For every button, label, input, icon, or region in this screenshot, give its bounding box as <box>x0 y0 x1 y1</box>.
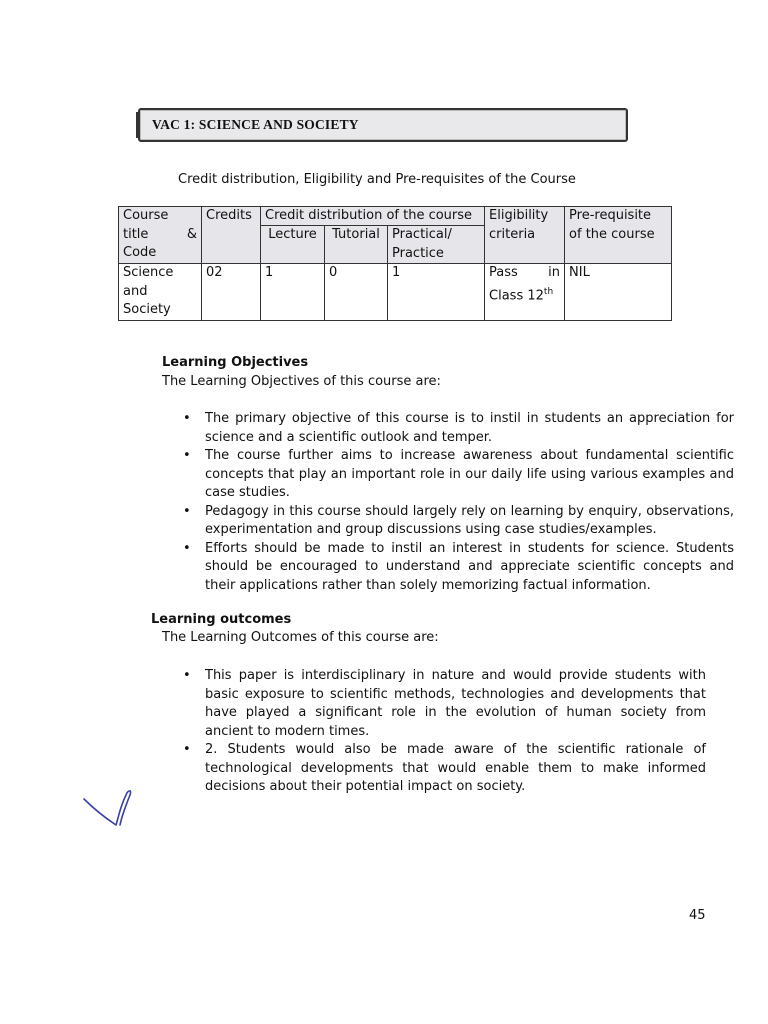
cell-prerequisite: NIL <box>565 264 672 321</box>
list-item: • Pedagogy in this course should largely rely on learning by enquiry, observations, experimentation and group discussions using case studies/examples. <box>183 503 734 537</box>
list-item: • 2. Students would also be made aware of the scientific rationale of technological developments that would enable them to make informed decisions about their potential impact on society. <box>183 742 706 794</box>
bullet-icon: • <box>183 448 191 463</box>
header-prerequisite <box>565 207 672 264</box>
cell-course-line2: and <box>123 283 148 299</box>
table-caption: Credit distribution, Eligibility and Pre-requisites of the Course <box>178 172 576 187</box>
credit-distribution-table <box>118 206 672 321</box>
cell-course-line3: Society <box>123 302 171 317</box>
cell-eligibility <box>485 264 565 321</box>
header-practical-line1: Practical/ <box>392 227 452 242</box>
header-lecture: Lecture <box>261 226 325 264</box>
header-eligibility <box>485 207 565 264</box>
page-number: 45 <box>689 908 706 923</box>
header-eligibility-line1: Eligibility <box>489 208 549 223</box>
outcomes-list <box>183 667 706 797</box>
bullet-icon: • <box>183 411 191 426</box>
course-title: VAC 1: SCIENCE AND SOCIETY <box>152 117 359 132</box>
header-practical <box>388 226 485 264</box>
cell-course-title <box>119 264 202 321</box>
checkmark-icon <box>82 785 138 831</box>
list-item: • The course further aims to increase awareness about fundamental scientific concepts that play an important role in our daily life using various examples and case studies. <box>183 448 734 500</box>
course-title-box <box>138 108 628 142</box>
objectives-list <box>183 410 734 595</box>
header-credit-distribution: Credit distribution of the course <box>261 207 485 226</box>
header-tutorial: Tutorial <box>325 226 388 264</box>
title-box-rule <box>136 112 138 138</box>
cell-lecture: 1 <box>261 264 325 321</box>
cell-eligibility-line2: Class 12th <box>489 286 554 303</box>
list-item: • Efforts should be made to instil an interest in students for science. Students should be encouraged to understand and appreciate scientific concepts and their applications rather than solely memorizing factual information. <box>183 540 734 593</box>
cell-course-line1: Science <box>123 265 174 280</box>
cell-credits: 02 <box>202 264 261 321</box>
header-prereq-line2: of the course <box>569 226 655 242</box>
list-item: • This paper is interdisciplinary in nature and would provide students with basic exposure to scientific methods, technologies and developments that have played a significant role in the evolution of human society from ancient to modern times. <box>183 668 706 739</box>
header-course-line2: title & <box>123 226 197 242</box>
outcomes-heading: Learning outcomes <box>151 612 292 627</box>
header-course-line1: Course <box>123 208 169 223</box>
header-course-title <box>119 207 202 264</box>
header-course-line3: Code <box>123 245 157 260</box>
bullet-icon: • <box>183 540 191 556</box>
table-row <box>119 264 672 321</box>
list-item: • The primary objective of this course is to instil in students an appreciation for science and a scientific outlook and temper. <box>183 411 734 445</box>
header-practical-line2: Practice <box>392 245 444 261</box>
outcomes-intro: The Learning Outcomes of this course are: <box>162 630 439 645</box>
bullet-icon: • <box>183 742 191 757</box>
bullet-icon: • <box>183 668 191 683</box>
objectives-heading: Learning Objectives <box>162 355 309 370</box>
cell-eligibility-line1: Pass in <box>489 265 561 280</box>
cell-tutorial: 0 <box>325 264 388 321</box>
cell-practical: 1 <box>388 264 485 321</box>
objectives-intro: The Learning Objectives of this course are: <box>162 374 441 389</box>
header-prereq-line1: Pre-requisite <box>569 208 652 223</box>
header-eligibility-line2: criteria <box>489 226 536 242</box>
bullet-icon: • <box>183 503 191 519</box>
table-header-row <box>119 207 672 226</box>
header-credits: Credits <box>202 207 261 264</box>
